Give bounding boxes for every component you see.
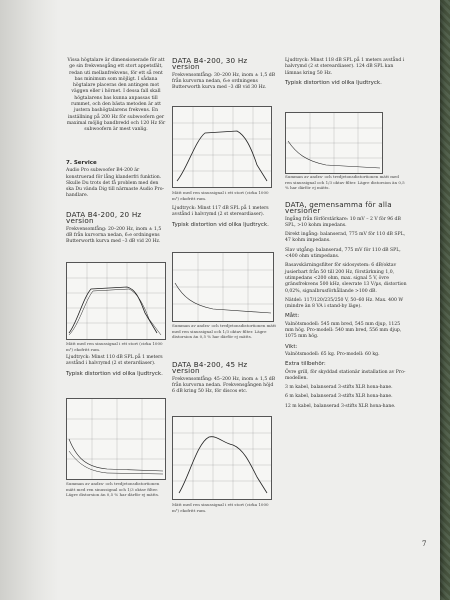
chart-30hz-caption: Mätt med ren sinussignal i ett stort (cirka 1000 m³) ekofritt rum. [172,190,269,201]
section-30hz [172,58,276,94]
accessories-heading: Extra tillbehör: [285,361,326,368]
common-heading: DATA, gemensamma för alla versioner [285,200,392,216]
distortion-30hz-caption: Summan av andra- och tredjetonsdistortionen mätt med ren sinussignal och 1/3 oktav filter. Lägre distorsion än 0,5 % har därför ej mätts. [172,323,276,339]
dimensions-heading: Mått: [285,313,300,320]
section-20hz-sound-pressure: Ljudtryck: Minst 110 dB SPL på 1 meters avstånd i halvrymd (2 st sterardiaser). [66,355,163,367]
section-30hz-heading: DATA B4-200, 30 Hz version [172,56,248,72]
section-20hz-spl [66,355,166,379]
service-heading: 7. Service [66,160,97,166]
common-item: Nätdel: 117/120/235/250 V, 50–60 Hz. Max. 400 W (mindre än 8 VA i stand-by läge). [285,297,404,310]
section-30hz-frequency: Frekvensomfång: 30–200 Hz, inom ± 1,5 dB från kurvorna nedan, 6:e ordningens Butterworth kurva med –3 dB vid 30 Hz. [172,72,276,91]
chart-20hz-caption: Mätt med ren sinussignal i ett stort (cirka 1000 m³) ekofritt rum. [66,341,163,352]
section-30hz-distortion-heading: Typisk distortion vid olika ljudtryck. [172,221,269,228]
section-20hz-heading: DATA B4-200, 20 Hz version [66,210,142,226]
section-30hz-spl [172,206,276,230]
response-chart-30hz [172,106,272,188]
section-45hz-frequency: Frekvensomfång: 45–200 Hz, inom ± 1,5 dB från kurvorna nedan. Frekvensgången höjd 6 dB kring 50 Hz, för discos etc. [172,376,276,395]
page-gutter [0,0,58,600]
col4-top [285,58,405,88]
col4-sound-pressure: Ljudtryck: Minst 118 dB SPL på 1 meters avstånd i halvrymd (2 st stereardiaser). 124 dB SPL kan lämnas kring 50 Hz. [285,58,405,76]
common-item: Basavskärningsfilter för sidosystem: 6 dB/oktav jusierbart från 50 till 200 Hz, förstärkning 1,0, utimpedans <200 ohm, max. signal 5 V, övre gränsfrekvens 500 kHz, slewrate 13 V/µs, distortion 0,02%, signalbrusförhållande >100 dB. [285,263,407,294]
accessory-item: 3 m kabel, balanserad 3-stifts XLR hona-hane. [285,385,393,391]
intro-paragraph: Vissa högtalare är dimensionerade för att ge sin frekvensgång ett stort appetsfält, redan uti mellanfrekvens, för ett så rent bas minimum som möjligt. I sådana högtalare placeras den antingen mot väggen eller i hörnet. I dessa fall skall högtalarens bas kunna anpassas till rummet, och den bästa metoden är att justera bashögtalarens frekvens. En inställning på 200 Hz för subwoofern ger maximal möjlig bandbredd och 120 Hz för subwoofern är mest vanlig. [66,58,166,133]
col4-distortion-heading: Typisk distortion vid olika ljudtryck. [285,79,382,86]
section-20hz-distortion-heading: Typisk distortion vid olika ljudtryck. [66,370,163,377]
accessory-item: 12 m kabel, balanserad 3-stifts XLR hona-hane. [285,403,396,409]
page-number: 7 [422,540,427,548]
dimensions-text: Valnötsmodell: 545 mm bred, 545 mm djup, 1125 mm hög. Pro-modell: 540 mm bred, 556 mm djup, 1075 mm hög. [285,321,402,340]
intro-column [66,58,166,137]
common-item: Slav utgång: balanserad, 775 mV för 110 dB SPL, <400 ohm utimpedans. [285,247,401,260]
service-section [66,160,166,203]
distortion-20hz-caption: Summan av andra- och tredjetonsdistortionen mätt med ren sinussignal och 1/3 oktav filter. Lägre distorsion än 0,5 % har därför ej mätts. [66,481,160,497]
accessory-item: Övre grill, för skyddad stationär installation av Pro-modellen. [285,369,406,381]
section-45hz-heading: DATA B4-200, 45 Hz version [172,360,248,376]
section-30hz-sound-pressure: Ljudtryck: Minst 117 dB SPL på 1 meters avstånd i halvrymd (2 st stereardiaser). [172,206,269,218]
section-20hz-frequency: Frekvensomfång: 20–200 Hz, inom ± 1,5 dB från kurvorna nedan, 6:e ordningens Butterworth kurva med –3 dB vid 20 Hz. [66,226,162,245]
chart-45hz-caption: Mätt med ren sinussignal i ett stort (cirka 1000 m³) ekofritt rum. [172,502,269,513]
common-section [285,202,409,413]
weight-heading: Vikt: [285,343,298,350]
section-45hz [172,362,276,398]
distortion-45hz-caption: Summan av andra- och tredjetonsdistortionen mätt med ren sinussignal och 1/3 oktav filter. Lägre distorsion än 0,5 % har därför ej mätts. [285,174,405,190]
common-item: Ingång från förförstärkare: 10 mV – 2 V för 96 dB SPL, >10 kohm impedans. [285,216,401,228]
common-item: Direkt ingång: balanserad, 775 mV för 110 dB SPL, 47 kohm impedans. [285,232,406,244]
response-chart-20hz [66,262,166,340]
section-20hz [66,212,166,248]
service-text: Audio Pro subwoofer B4-200 är konstruerad för lång klanderfri funktion. Skulle Du trots det få problem med den ska Du vända Dig till närmaste Audio Pro-handlare. [66,168,165,199]
response-chart-45hz [172,416,272,500]
accessory-item: 6 m kabel, balanserad 3-stifts XLR hona-hane. [285,394,393,400]
distortion-chart-45hz [285,112,383,174]
distortion-chart-20hz [66,398,166,480]
distortion-chart-30hz [172,252,274,322]
weight-text: Valnötsmodell: 65 kg. Pro-modell: 60 kg. [285,351,380,357]
